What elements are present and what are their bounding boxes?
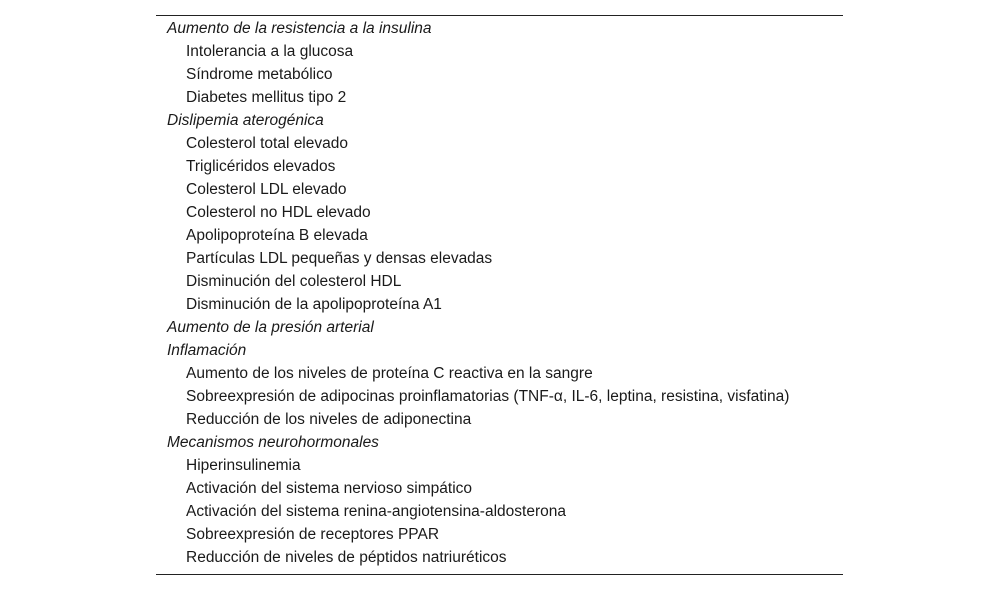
list-item: Apolipoproteína B elevada	[186, 227, 368, 244]
list-item: Activación del sistema nervioso simpático	[186, 480, 473, 497]
list-item: Colesterol LDL elevado	[186, 181, 347, 198]
section-heading-inflammation: Inflamación	[167, 342, 247, 359]
list-item: Disminución del colesterol HDL	[186, 273, 402, 290]
list-item: Colesterol no HDL elevado	[186, 204, 371, 221]
list-item: Colesterol total elevado	[186, 135, 348, 152]
list-item: Síndrome metabólico	[186, 66, 333, 83]
list-item: Partículas LDL pequeñas y densas elevadas	[186, 250, 493, 267]
list-item: Activación del sistema renina-angiotensina-aldosterona	[186, 503, 566, 520]
list-item: Sobreexpresión de receptores PPAR	[186, 526, 440, 543]
list-item: Disminución de la apolipoproteína A1	[186, 296, 442, 313]
list-item: Diabetes mellitus tipo 2	[186, 89, 347, 106]
section-heading-dyslipidemia: Dislipemia aterogénica	[167, 112, 324, 129]
section-heading-insulin-resistance: Aumento de la resistencia a la insulina	[167, 20, 432, 37]
list-item: Reducción de niveles de péptidos natriuréticos	[186, 549, 507, 566]
section-heading-neurohormonal: Mecanismos neurohormonales	[167, 434, 379, 451]
list-item: Sobreexpresión de adipocinas proinflamatorias (TNF-α, IL-6, leptina, resistina, visfatina)	[186, 388, 790, 405]
section-heading-blood-pressure: Aumento de la presión arterial	[167, 319, 374, 336]
list-item: Hiperinsulinemia	[186, 457, 301, 474]
list-item: Triglicéridos elevados	[186, 158, 336, 175]
list-item: Aumento de los niveles de proteína C reactiva en la sangre	[186, 365, 593, 382]
list-item: Reducción de los niveles de adiponectina	[186, 411, 472, 428]
conditions-table	[156, 15, 843, 575]
list-item: Intolerancia a la glucosa	[186, 43, 354, 60]
